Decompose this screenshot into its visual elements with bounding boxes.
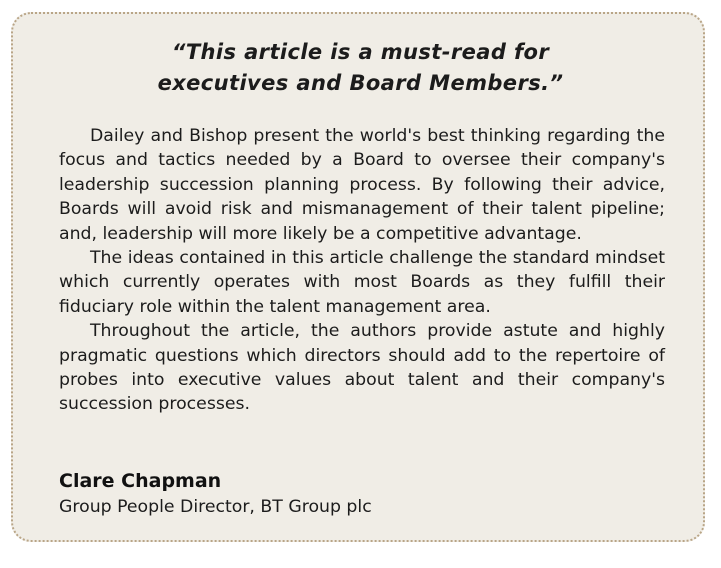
author-title: Group People Director, BT Group plc	[59, 497, 372, 517]
body-paragraph-1: Dailey and Bishop present the world's best thinking regarding the focus and tactics needed by a Board to oversee their company's leadership succession planning process. By following their advice, Boards will avoid risk and mismanagement of their talent pipeline; and, leadership will more likely be a competitive advantage.	[59, 126, 665, 244]
testimonial-body	[59, 124, 665, 417]
pull-quote-line-1: “This article is a must-read for	[171, 40, 550, 64]
body-paragraph-3: Throughout the article, the authors provide astute and highly pragmatic questions which directors should add to the repertoire of probes into executive values about talent and their company's succession processes.	[59, 321, 665, 415]
author-name: Clare Chapman	[59, 470, 222, 492]
pull-quote-line-2: executives and Board Members.”	[157, 71, 564, 95]
pull-quote	[0, 37, 721, 99]
body-paragraph-2: The ideas contained in this article challenge the standard mindset which currently operates with most Boards as they fulfill their fiduciary role within the talent management area.	[59, 248, 665, 317]
